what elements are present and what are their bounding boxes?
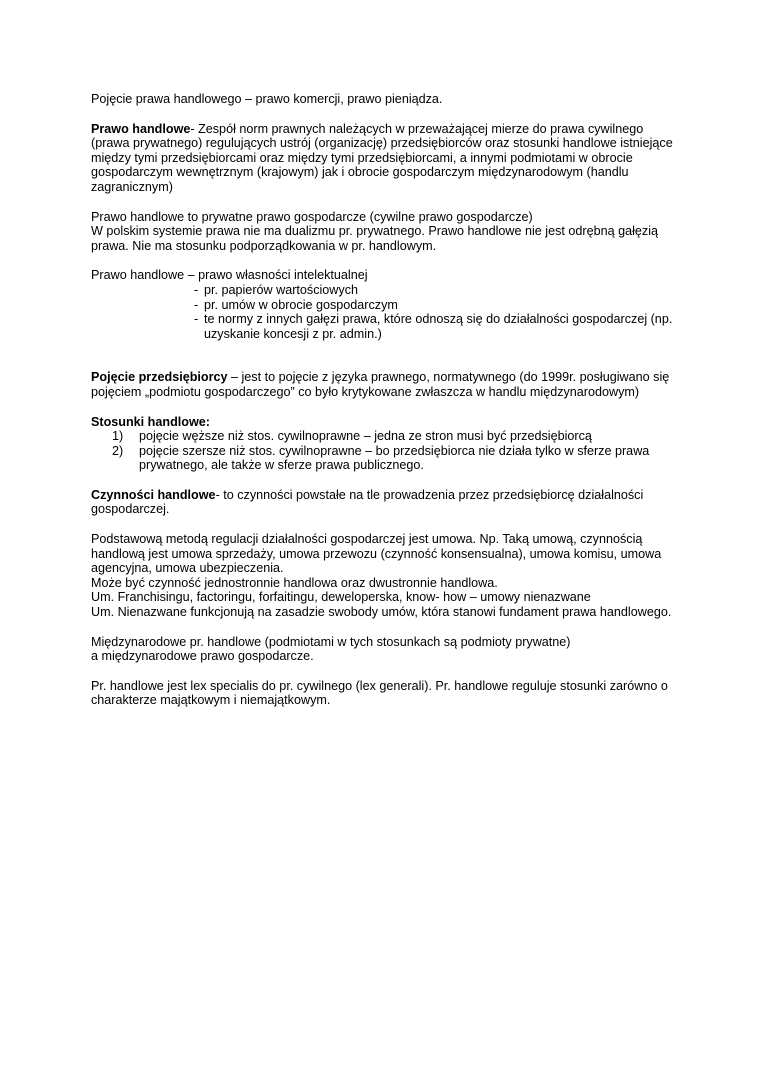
term-czynnosci: Czynności handlowe xyxy=(91,487,216,502)
definition-czynnosci xyxy=(91,488,681,517)
private-law-line-1: Prawo handlowe to prywatne prawo gospodarcze (cywilne prawo gospodarcze) xyxy=(91,209,533,224)
definition-przedsiebiorca xyxy=(91,370,681,399)
list-number: 2) xyxy=(112,443,124,458)
umowa-line-3: Um. Franchisingu, factoringu, forfaitingu, deweloperska, know- how – umowy nienazwane xyxy=(91,590,591,605)
document-body xyxy=(91,92,681,708)
umowa-line-1: Podstawową metodą regulacji działalności gospodarczej jest umowa. Np. Taką umową, czynnością handlową jest umowa sprzedaży, umowa przewozu (czynność konsensualna), umowa komisu, umowa agencyjna, umowa ubezpieczenia. xyxy=(91,532,662,576)
definition-text: – jest to pojęcie z języka prawnego, normatywnego (do 1999r. posługiwano się pojęciem „podmiotu gospodarczego” co było krytykowane zwłaszcza w handlu międzynarodowym) xyxy=(91,370,670,399)
definition-text: - to czynności powstałe na tle prowadzenia przez przedsiębiorcę działalności gospodarczej. xyxy=(91,487,644,517)
lex-specialis-paragraph: Pr. handlowe jest lex specialis do pr. cywilnego (lex generali). Pr. handlowe reguluje stosunki zarówno o charakterze majątkowym i niemajątkowym. xyxy=(91,678,668,708)
umowa-line-4: Um. Nienazwane funkcjonują na zasadzie swobody umów, która stanowi fundament prawa handlowego. xyxy=(91,605,672,620)
list-item: - pr. papierów wartościowych xyxy=(194,282,358,297)
miedzynarodowe-line-2: a międzynarodowe prawo gospodarcze. xyxy=(91,649,314,664)
list-item: - te normy z innych gałęzi prawa, które odnoszą się do działalności gospodarczej (np. uzyskanie koncesji z pr. admin.) xyxy=(194,312,673,341)
ip-law-list xyxy=(91,283,681,341)
private-law-line-2: W polskim systemie prawa nie ma dualizmu pr. prywatnego. Prawo handlowe nie jest odrębną gałęzią prawa. Nie ma stosunku podporządkowania w pr. handlowym. xyxy=(91,224,659,253)
list-item: 2) pojęcie szersze niż stos. cywilnoprawne – bo przedsiębiorca nie działa tylko w sferze prawa prywatnego, ale także w sferze prawa publicznego. xyxy=(112,443,650,473)
list-item: 1) pojęcie węższe niż stos. cywilnoprawne – jedna ze stron musi być przedsiębiorcą xyxy=(112,429,592,444)
definition-prawo-handlowe xyxy=(91,122,681,195)
miedzynarodowe-line-1: Międzynarodowe pr. handlowe (podmiotami w tych stosunkach są podmioty prywatne) xyxy=(91,634,571,649)
dash-bullet: - xyxy=(194,282,199,297)
term-przedsiebiorca: Pojęcie przedsiębiorcy xyxy=(91,370,228,385)
dash-bullet: - xyxy=(194,297,199,312)
list-number: 1) xyxy=(112,429,124,444)
definition-text: - Zespół norm prawnych należących w przeważającej mierze do prawa cywilnego (prawa prywatnego) regulujących ustrój (organizację) przedsiębiorców oraz stosunki handlowe istniejące między tymi przedsiębiorcami oraz między tymi przedsiębiorcami, a innymi podmiotami w obrocie gospodarczym wewnętrznym (krajowym) jak i obrocie gospodarczym międzynarodowym (handlu zagranicznym) xyxy=(91,121,673,194)
term-prawo-handlowe: Prawo handlowe xyxy=(91,121,191,136)
ip-law-heading: Prawo handlowe – prawo własności intelektualnej xyxy=(91,268,368,283)
dash-bullet: - xyxy=(194,312,199,327)
stosunki-heading: Stosunki handlowe: xyxy=(91,414,210,429)
list-item: - pr. umów w obrocie gospodarczym xyxy=(194,297,398,312)
intro-line: Pojęcie prawa handlowego – prawo komercji, prawo pieniądza. xyxy=(91,92,443,106)
stosunki-list xyxy=(91,429,681,473)
umowa-line-2: Może być czynność jednostronnie handlowa oraz dwustronnie handlowa. xyxy=(91,575,498,590)
